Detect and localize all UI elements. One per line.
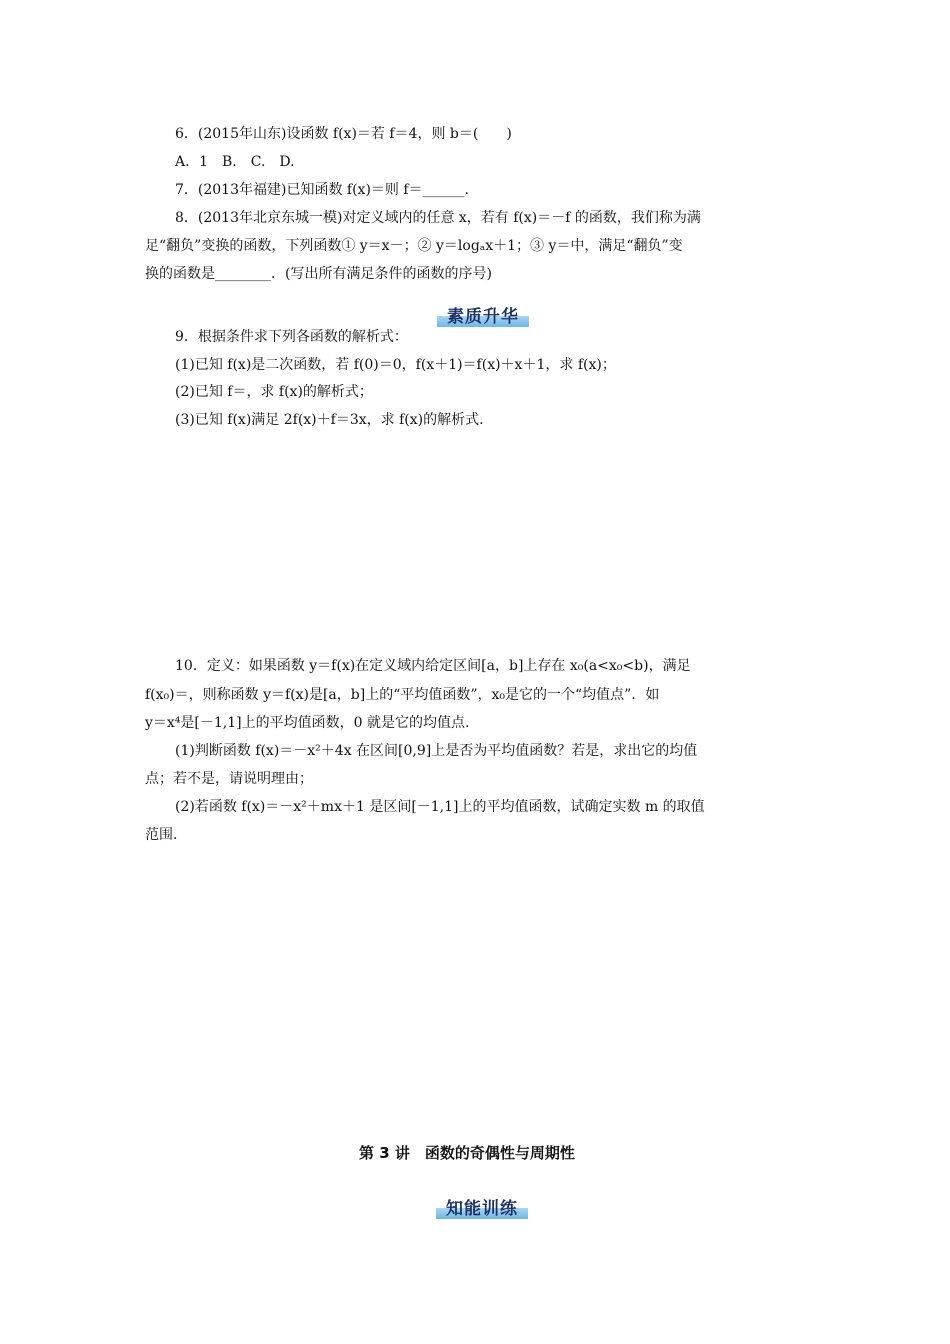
q10-part2-line2: 范围. — [145, 827, 178, 843]
q7-stem: 7．(2013年福建)已知函数 f(x)＝则 f＝______. — [175, 182, 469, 198]
q10-part1-line2: 点；若不是，请说明理由； — [145, 771, 313, 787]
q9-part2: (2)已知 f＝，求 f(x)的解析式； — [175, 384, 373, 400]
q9-stem: 9．根据条件求下列各函数的解析式： — [175, 329, 408, 345]
q9-part1: (1)已知 f(x)是二次函数，若 f(0)＝0，f(x＋1)＝f(x)＋x＋1，求 f(x)； — [175, 357, 616, 373]
q10-line1: 10．定义：如果函数 y＝f(x)在定义域内给定区间[a，b]上存在 x₀(a<x₀<b)，满足 — [175, 658, 691, 674]
q10-line3: y＝x⁴是[－1,1]上的平均值函数，0 就是它的均值点. — [145, 715, 470, 731]
q8-line2: 足“翻负”变换的函数，下列函数① y＝x－；② y＝logₐx＋1；③ y＝中，满足“翻负”变 — [145, 238, 683, 254]
q10-part1-line1: (1)判断函数 f(x)＝－x²＋4x 在区间[0,9]上是否为平均值函数？若是，求出它的均值 — [175, 743, 698, 759]
q6-stem: 6．(2015年山东)设函数 f(x)＝若 f＝4，则 b＝( ) — [175, 126, 512, 142]
q8-line1: 8．(2013年北京东城一模)对定义域内的任意 x，若有 f(x)＝－f 的函数，我们称为满 — [175, 210, 701, 226]
banner-zhineng-xunlian: 知能训练 — [436, 1199, 528, 1219]
section-title: 第 3 讲 函数的奇偶性与周期性 — [359, 1144, 575, 1162]
q10-part2-line1: (2)若函数 f(x)＝－x²＋mx＋1 是区间[－1,1]上的平均值函数，试确定实数 m 的取值 — [175, 799, 705, 815]
q6-options: A．1 B. C. D. — [175, 154, 295, 170]
q9-part3: (3)已知 f(x)满足 2f(x)＋f＝3x，求 f(x)的解析式. — [175, 412, 484, 428]
banner-suzhi-shenghua: 素质升华 — [437, 307, 529, 327]
q10-line2: f(x₀)＝，则称函数 y＝f(x)是[a，b]上的“平均值函数”，x₀是它的一个“均值点”．如 — [145, 687, 660, 703]
q8-line3: 换的函数是________．(写出所有满足条件的函数的序号) — [145, 266, 492, 282]
